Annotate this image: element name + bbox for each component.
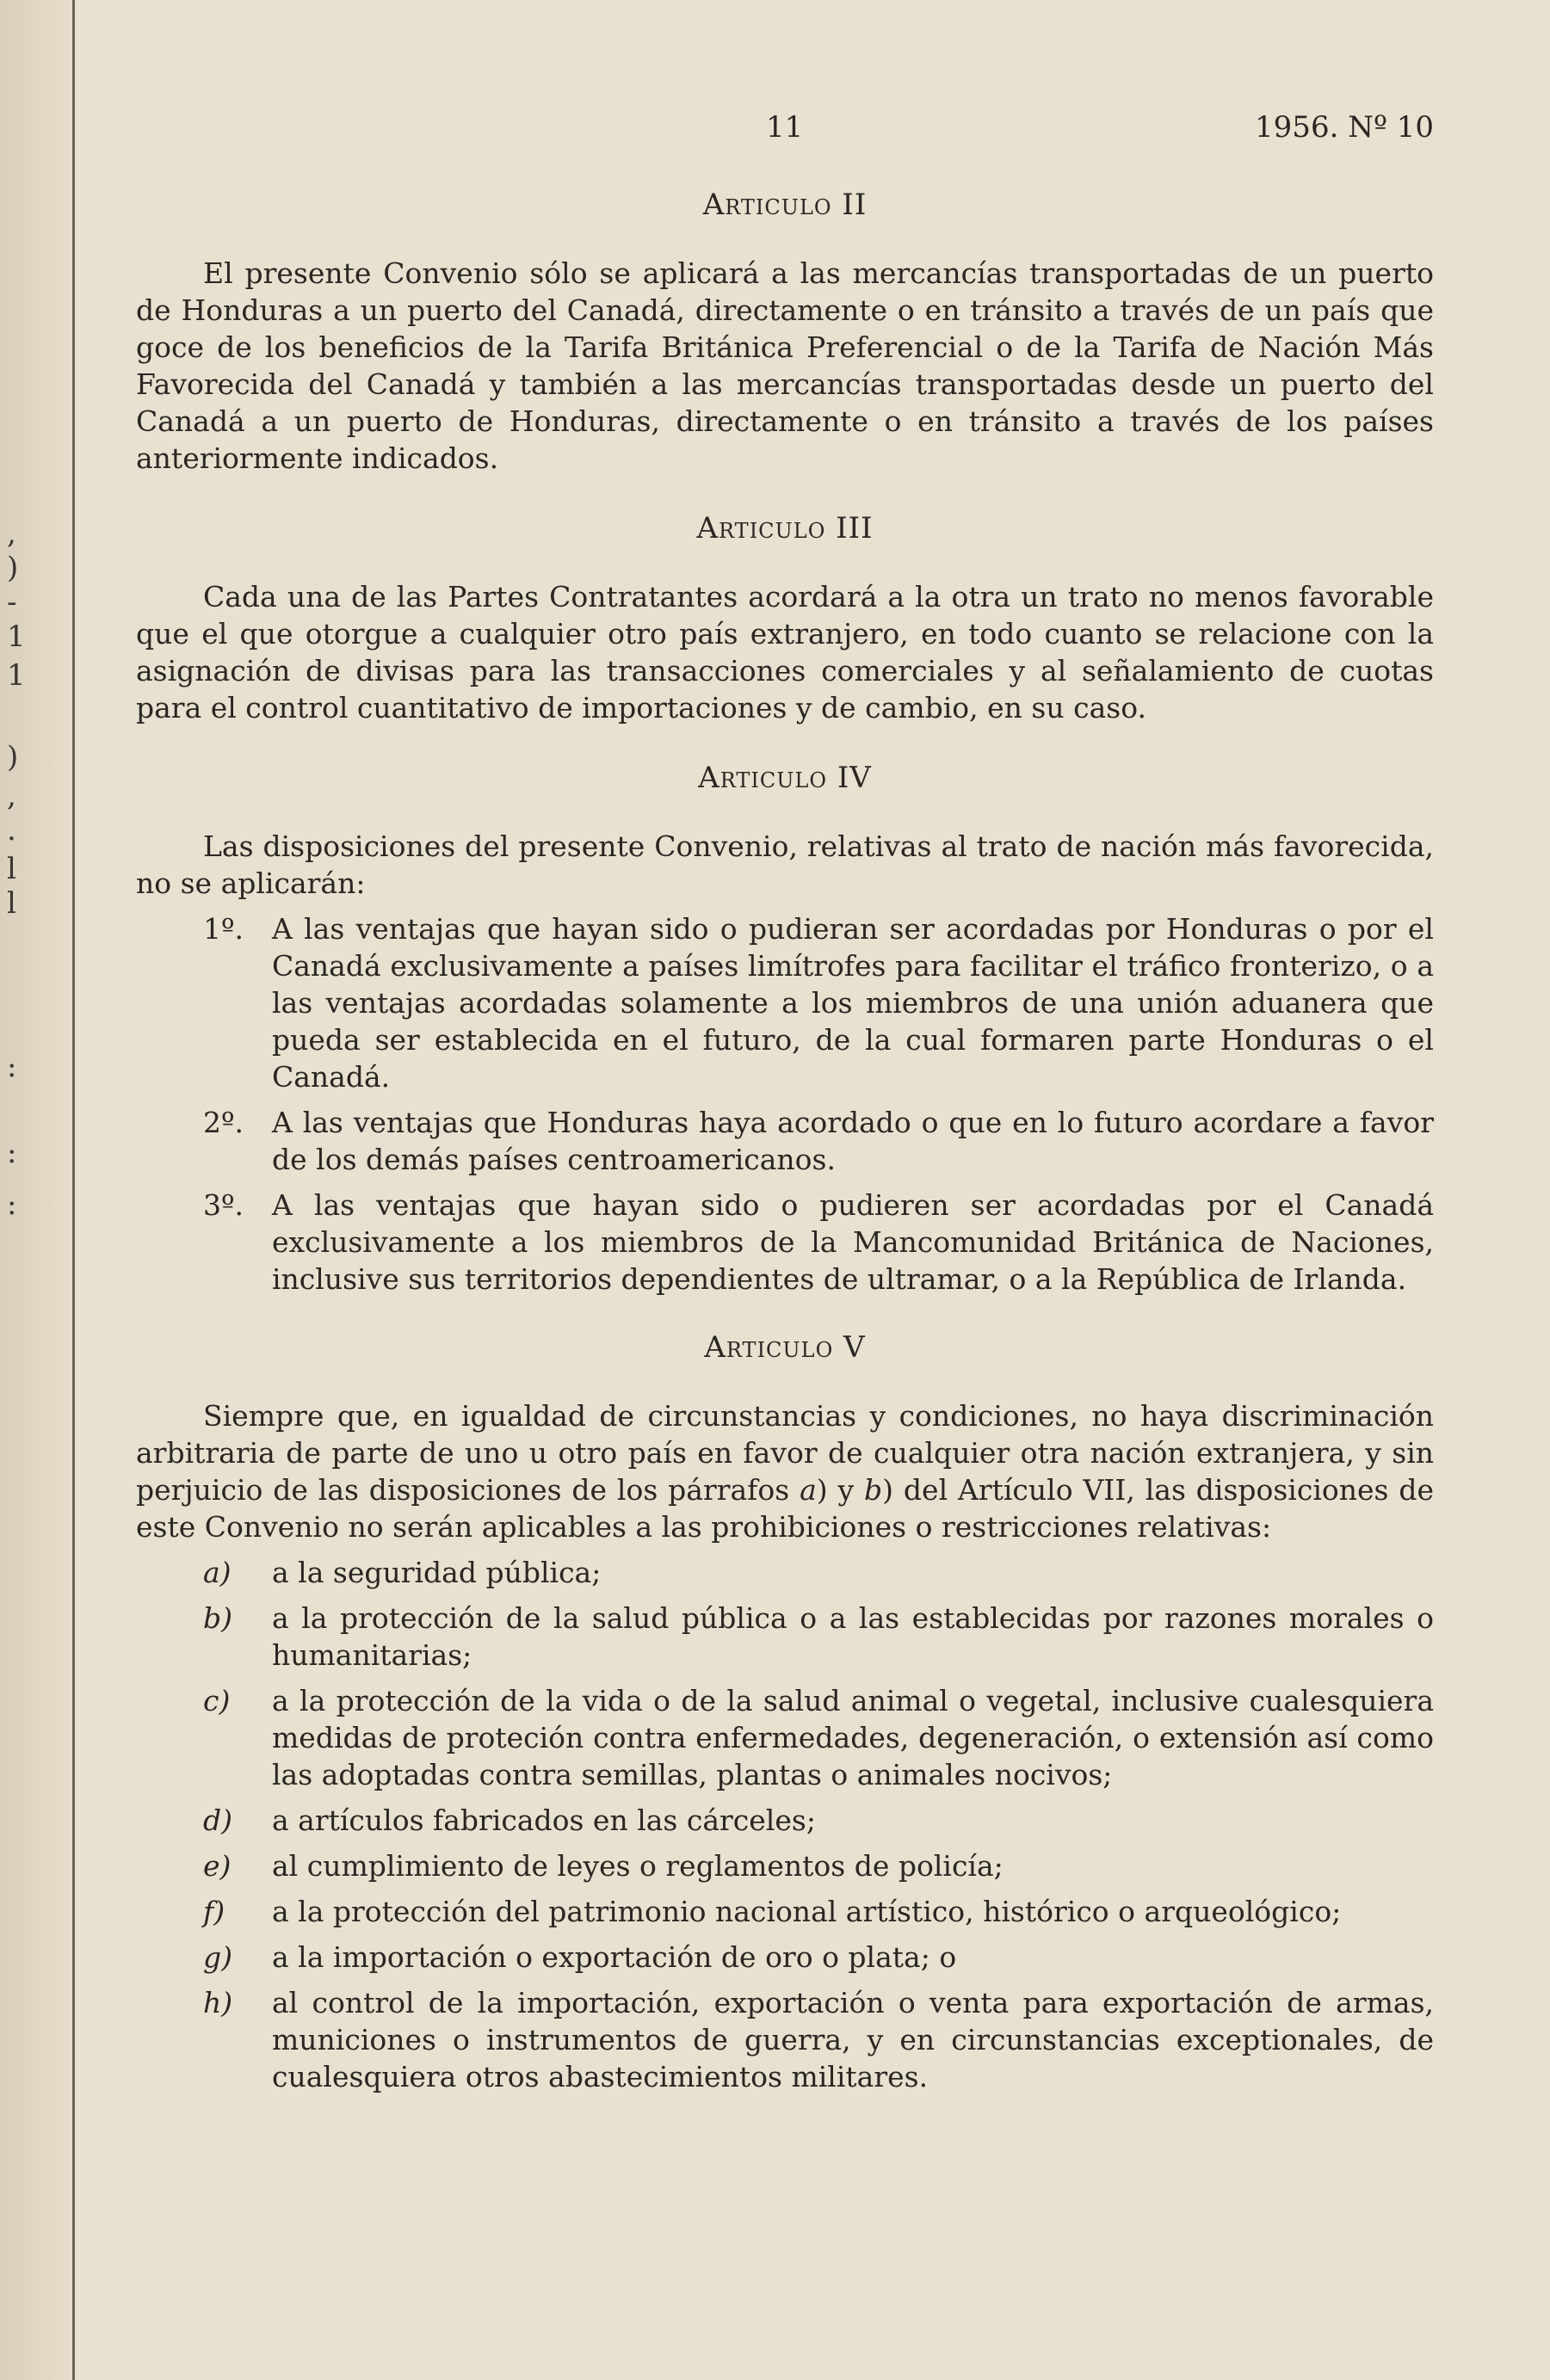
list-item [136,1600,1434,1674]
list-item-text: a la protección de la salud pública o a las establecidas por razones morales o humanitarias; [272,1601,1434,1672]
article-title [136,761,1434,795]
paragraph-letter: a [800,1473,817,1507]
gutter-mark: . [7,813,16,848]
list-item [136,1893,1434,1930]
binding-line [72,0,75,2380]
article-paragraph: El presente Convenio sólo se aplicará a las mercancías transportadas de un puerto de Honduras a un puerto del Canadá, directamente o en tránsito a través de un país que goce de los beneficios de la Tarifa Británica Preferencial o de la Tarifa de Nación Más Favorecida del Canadá y también a las mercancías transportadas desde un puerto del Canadá a un puerto de Honduras, directamente o en tránsito a través de los países anteriormente indicados. [136,256,1434,475]
list-item-label: h) [203,1986,233,2019]
article-title-number: IV [837,761,872,795]
article-title-prefix: Articulo [704,1330,834,1365]
list-item-text: a la protección del patrimonio nacional artístico, histórico o arqueológico; [272,1895,1342,1928]
gutter-mark: 1 [7,658,26,693]
list-item-label: d) [203,1803,232,1837]
gutter-mark: l [7,886,16,921]
page-header [136,110,1434,162]
list-item-text: A las ventajas que hayan sido o pudieren ser acordadas por el Canadá exclusivamente a los miembros de la Mancomunidad Británica de Naciones, inclusive sus territorios dependientes de ultramar, o a la República de Irlanda. [272,1188,1434,1296]
list-item-text: a artículos fabricados en las cárceles; [272,1803,816,1837]
article-title [136,511,1434,546]
list-item-text: al cumplimiento de leyes o reglamentos de policía; [272,1849,1003,1883]
article-paragraph: Cada una de las Partes Contratantes acordará a la otra un trato no menos favorable que el que otorgue a cualquier otro país extranjero, en todo cuanto se relacione con la asignación de divisas para las transacciones comerciales y al señalamiento de cuotas para el control cuantitativo de importaciones y de cambio, en su caso. [136,580,1434,724]
list-item-text: a la protección de la vida o de la salud animal o vegetal, inclusive cualesquiera medidas de proteción contra enfermedades, degeneración, o extensión así como las adoptadas contra semillas, plantas o animales nocivos; [272,1684,1434,1791]
gutter-mark: 1 [7,620,26,654]
gutter-mark: : [7,1136,17,1170]
list-item-label: g) [203,1940,232,1974]
list-item [136,1939,1434,1976]
article-title-prefix: Articulo [702,188,832,222]
article-paragraph: Las disposiciones del presente Convenio, relativas al trato de nación más favorecida, no se aplicarán: [136,829,1434,900]
article-title [136,1330,1434,1365]
list-item-label: 3º. [203,1188,244,1222]
paragraph-text: ) y [816,1473,865,1507]
paragraph-text: ) del Artículo VII, las disposiciones de este Convenio no serán aplicables a las prohibiciones o restricciones relativas: [136,1473,1435,1544]
gutter-mark: l [7,852,16,886]
article-title [136,188,1434,222]
list-item-label: 2º. [203,1106,244,1139]
list-item-text: a la importación o exportación de oro o plata; o [272,1940,957,1974]
list-item-label: a) [203,1556,232,1589]
gutter-mark: : [7,1187,17,1222]
article-title-number: V [843,1330,866,1365]
list-item-label: b) [203,1601,232,1635]
gutter-mark: , [7,516,16,551]
numbered-list [136,910,1434,1298]
list-item-label: f) [203,1895,225,1928]
lettered-list [136,1554,1434,2095]
list-item-label: e) [203,1849,232,1883]
list-item-label: 1º. [203,912,244,946]
gutter-mark: ) [7,551,19,585]
list-item-label: c) [203,1684,231,1717]
document-page [136,110,1434,2128]
article-title-prefix: Articulo [698,761,828,795]
list-item-text: A las ventajas que Honduras haya acordado o que en lo futuro acordare a favor de los demás países centroamericanos. [272,1106,1434,1176]
gutter-mark: : [7,1050,17,1084]
article-paragraph [136,1397,1434,1545]
list-item [136,1847,1434,1884]
document-reference: 1956. Nº 10 [1255,110,1434,145]
article-title-prefix: Articulo [696,511,826,546]
gutter-mark: - [7,585,17,620]
gutter-mark: , [7,779,16,813]
list-item-text: A las ventajas que hayan sido o pudieran ser acordadas por Honduras o por el Canadá exclusivamente a países limítrofes para facilitar el tráfico fronterizo, o a las ventajas acordadas solamente a los miembros de una unión aduanera que pueda ser establecida en el futuro, de la cual formaren parte Honduras o el Canadá. [272,912,1434,1094]
list-item-text: al control de la importación, exportación o venta para exportación de armas, municiones o instrumentos de guerra, y en circunstancias exceptionales, de cualesquiera otros abastecimientos militares. [272,1986,1434,2093]
paragraph-text: Siempre que, en igualdad de circunstancias y condiciones, no haya discriminación arbitraria de parte de uno u otro país en favor de cualquier otra nación extranjera, y sin perjuicio de las disposiciones de los párrafos [136,1399,1434,1507]
list-item-text: a la seguridad pública; [272,1556,602,1589]
list-item [136,910,1434,1095]
list-item [136,1187,1434,1298]
paragraph-letter: b [864,1473,883,1507]
page-number: 11 [766,110,804,145]
page-gutter [0,0,79,2380]
article-title-number: II [842,188,868,222]
gutter-mark: ) [7,740,19,774]
list-item [136,1554,1434,1591]
list-item [136,1682,1434,1793]
article-title-number: III [836,511,874,546]
list-item [136,1984,1434,2095]
list-item [136,1104,1434,1178]
list-item [136,1802,1434,1839]
